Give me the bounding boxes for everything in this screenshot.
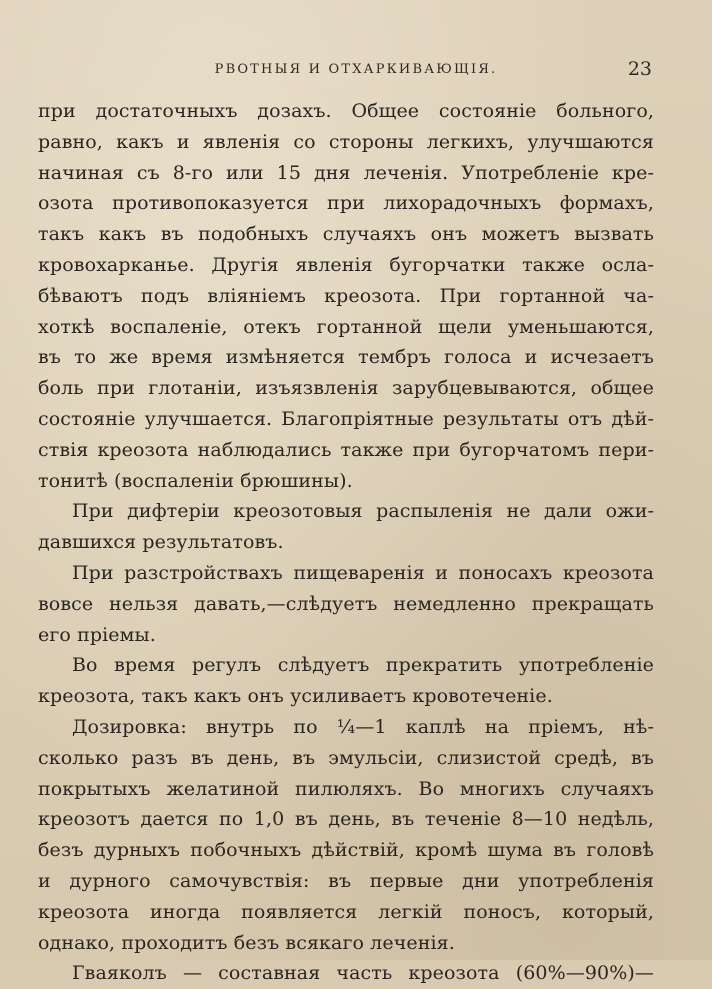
text-line: ствія креозота наблюдались также при бугорчатомъ пери- bbox=[38, 438, 654, 461]
text-line: такъ какъ въ подобныхъ случаяхъ онъ можетъ вызвать bbox=[38, 223, 654, 246]
text-line: въ то же время измѣняется тембръ голоса и исчезаетъ bbox=[38, 346, 654, 369]
body-text bbox=[38, 96, 654, 989]
text-line: безъ дурныхъ побочныхъ дѣйствій, кромѣ шума въ головѣ bbox=[38, 839, 654, 862]
text-line: озота противопоказуется при лихорадочныхъ формахъ, bbox=[38, 192, 654, 215]
text-line: тонитѣ (воспаленіи брюшины). bbox=[38, 469, 353, 492]
text-line: при достаточныхъ дозахъ. Общее состояніе больного, bbox=[38, 100, 654, 122]
text-line: кровохарканье. Другія явленія бугорчатки также осла- bbox=[38, 253, 654, 276]
text-line: бѣваютъ подъ вліяніемъ креозота. При гортанной ча- bbox=[38, 284, 654, 307]
text-line: его пріемы. bbox=[38, 623, 156, 646]
text-line: начиная съ 8-го или 15 дня леченія. Употребленіе кре- bbox=[38, 161, 654, 184]
text-line: При разстройствахъ пищеваренія и поносахъ креозота bbox=[72, 561, 654, 584]
page-number: 23 bbox=[627, 58, 652, 80]
text-line: При дифтеріи креозотовыя распыленія не дали ожи- bbox=[72, 500, 654, 523]
text-line: Гваяколъ — составная часть креозота (60%—90%)— bbox=[72, 962, 654, 985]
text-line: Дозировка: внутрь по ¼—1 каплѣ на пріемъ, нѣ- bbox=[72, 715, 654, 738]
text-line: покрытыхъ желатиной пилюляхъ. Во многихъ случаяхъ bbox=[38, 777, 654, 800]
text-line: равно, какъ и явленія со стороны легкихъ, улучшаются bbox=[38, 130, 654, 153]
text-line: креозота иногда появляется легкій поносъ, который, bbox=[38, 900, 654, 923]
text-line: вовсе нельзя давать,—слѣдуетъ немедленно прекращать bbox=[38, 592, 654, 615]
text-line: хоткѣ воспаленіе, отекъ гортанной щели уменьшаются, bbox=[38, 315, 654, 338]
text-line: давшихся результатовъ. bbox=[38, 531, 284, 554]
text-line: сколько разъ въ день, въ эмульсіи, слизистой средѣ, въ bbox=[38, 746, 654, 769]
running-title: РВОТНЫЯ И ОТХАРКИВАЮЩІЯ. bbox=[214, 62, 498, 77]
text-line: креозотъ дается по 1,0 въ день, въ теченіе 8—10 недѣль, bbox=[38, 808, 654, 831]
text-line: креозота, такъ какъ онъ усиливаетъ кровотеченіе. bbox=[38, 685, 553, 708]
text-line: и дурного самочувствія: въ первые дни употребленія bbox=[38, 869, 654, 892]
text-line: однако, проходитъ безъ всякаго леченія. bbox=[38, 931, 455, 954]
page-header bbox=[0, 58, 712, 82]
text-line: боль при глотаніи, изъязвленія зарубцевываются, общее bbox=[38, 377, 654, 400]
text-line: Во время регулъ слѣдуетъ прекратить употребленіе bbox=[72, 654, 654, 677]
text-line: состояніе улучшается. Благопріятные результаты отъ дѣй- bbox=[38, 407, 654, 430]
